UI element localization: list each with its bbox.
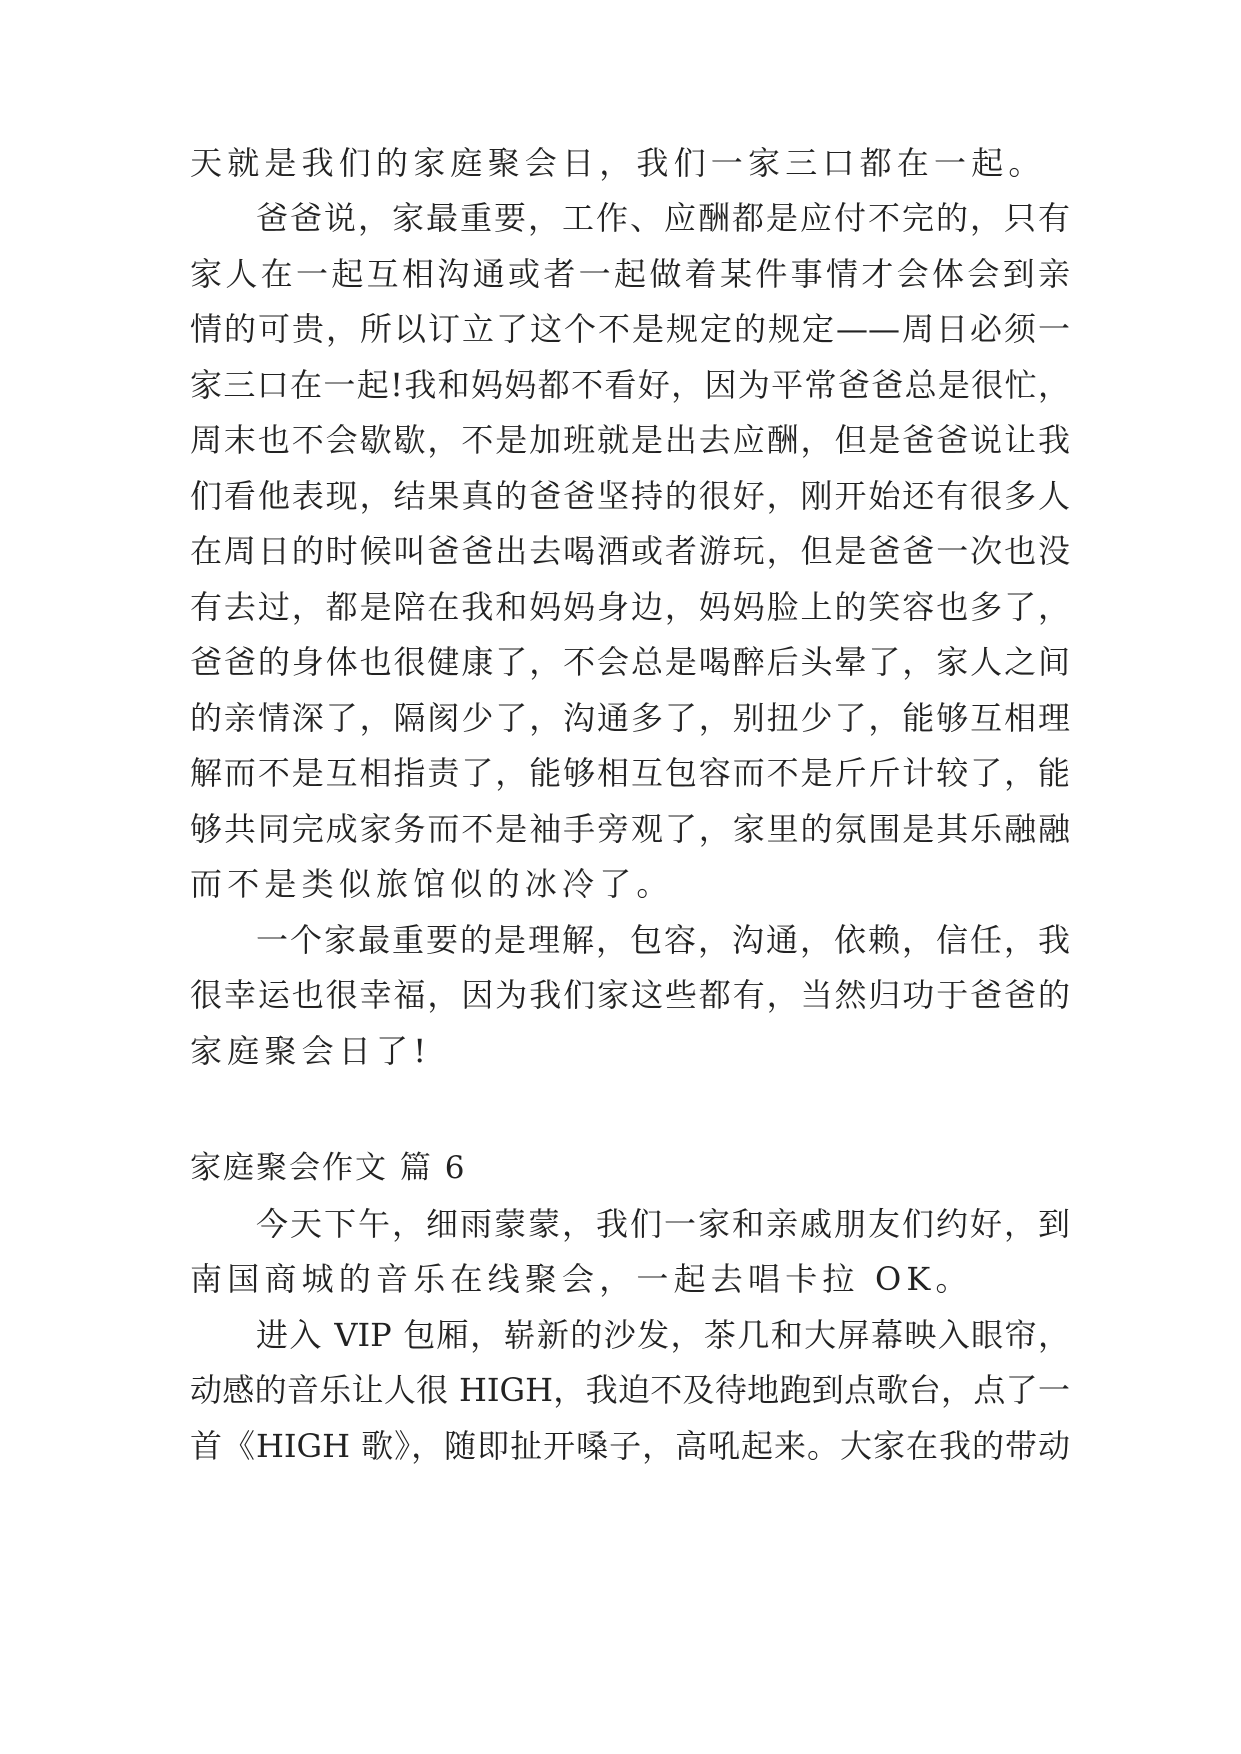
paragraph-line: 家庭聚会日了! [190, 1032, 432, 1070]
paragraph-line: 很幸运也很幸福，因为我们家这些都有，当然归功于爸爸的 [190, 976, 1070, 1014]
paragraph-line: 解而不是互相指责了，能够相互包容而不是斤斤计较了，能 [190, 754, 1070, 792]
paragraph-line: 家三口在一起!我和妈妈都不看好，因为平常爸爸总是很忙， [190, 366, 1070, 404]
paragraph-line: 情的可贵，所以订立了这个不是规定的规定——周日必须一 [190, 310, 1070, 348]
paragraph-line: 首《HIGH 歌》，随即扯开嗓子，高吼起来。大家在我的带动 [190, 1427, 1070, 1465]
paragraph-line: 南国商城的音乐在线聚会，一起去唱卡拉 OK。 [190, 1260, 973, 1298]
paragraph-line: 够共同完成家务而不是袖手旁观了，家里的氛围是其乐融融 [190, 810, 1070, 848]
paragraph-line: 家人在一起互相沟通或者一起做着某件事情才会体会到亲 [190, 255, 1070, 293]
paragraph-line: 天就是我们的家庭聚会日，我们一家三口都在一起。 [190, 144, 1046, 182]
paragraph-line: 周末也不会歇歇，不是加班就是出去应酬，但是爸爸说让我 [190, 421, 1070, 459]
paragraph-line: 进入 VIP 包厢，崭新的沙发，茶几和大屏幕映入眼帘， [256, 1316, 1070, 1354]
paragraph-line: 爸爸的身体也很健康了，不会总是喝醉后头晕了，家人之间 [190, 643, 1070, 681]
section-heading: 家庭聚会作文 篇 6 [190, 1150, 467, 1186]
paragraph-line: 而不是类似旅馆似的冰冷了。 [190, 865, 674, 903]
paragraph-line: 爸爸说，家最重要，工作、应酬都是应付不完的，只有 [256, 199, 1070, 237]
paragraph-line: 一个家最重要的是理解，包容，沟通，依赖，信任，我 [256, 921, 1070, 959]
paragraph-line: 的亲情深了，隔阂少了，沟通多了，别扭少了，能够互相理 [190, 699, 1070, 737]
paragraph-line: 动感的音乐让人很 HIGH，我迫不及待地跑到点歌台，点了一 [190, 1371, 1070, 1409]
paragraph-line: 们看他表现，结果真的爸爸坚持的很好，刚开始还有很多人 [190, 477, 1070, 515]
paragraph-line: 在周日的时候叫爸爸出去喝酒或者游玩，但是爸爸一次也没 [190, 532, 1070, 570]
paragraph-line: 有去过，都是陪在我和妈妈身边，妈妈脸上的笑容也多了， [190, 588, 1070, 626]
paragraph-line: 今天下午，细雨蒙蒙，我们一家和亲戚朋友们约好，到 [256, 1205, 1070, 1243]
